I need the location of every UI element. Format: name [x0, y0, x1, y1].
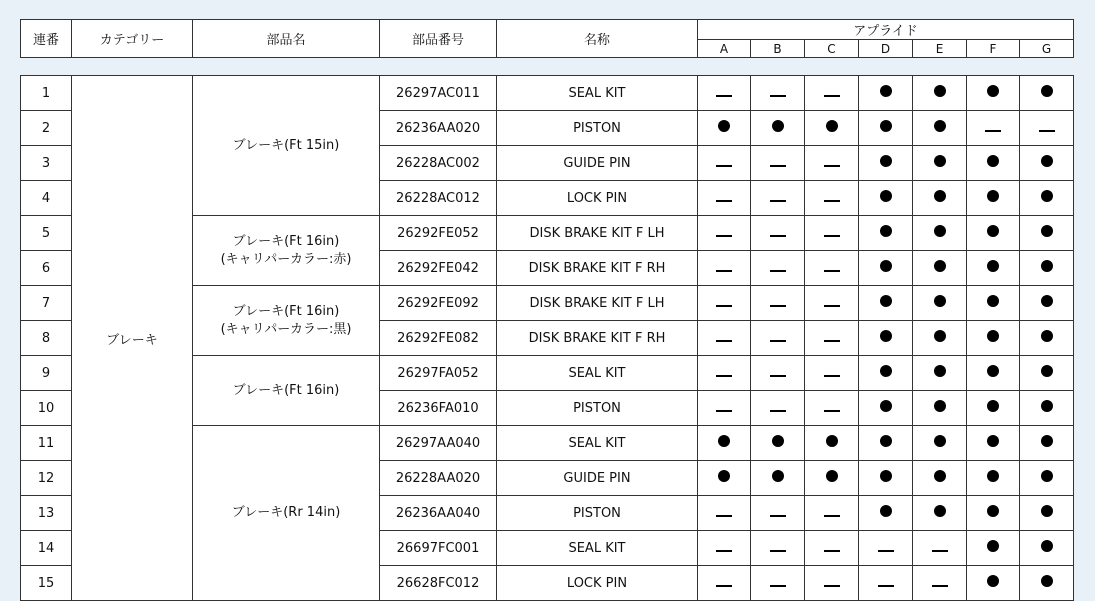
- not-applicable-dash-icon: [824, 410, 840, 412]
- row-number: 8: [21, 321, 72, 356]
- part-group-cell: [193, 426, 380, 601]
- not-applicable-dash-icon: [716, 340, 732, 342]
- not-applicable-dash-icon: [716, 515, 732, 517]
- part-name-cell: GUIDE PIN: [497, 461, 698, 496]
- part-group-label: (キャリパーカラー:黒): [220, 321, 352, 337]
- applicable-dot-icon: [934, 85, 946, 97]
- part-name-cell: GUIDE PIN: [497, 146, 698, 181]
- applicable-dot-icon: [880, 470, 892, 482]
- not-applicable-dash-icon: [716, 95, 732, 97]
- header-grade: G: [1020, 40, 1074, 58]
- applied-cell: [751, 181, 805, 216]
- not-applicable-dash-icon: [985, 130, 1001, 132]
- not-applicable-dash-icon: [770, 235, 786, 237]
- applied-cell: [1020, 391, 1074, 426]
- applied-cell: [805, 251, 859, 286]
- part-group-label: (キャリパーカラー:赤): [220, 251, 352, 267]
- applied-cell: [698, 321, 751, 356]
- applied-cell: [859, 461, 913, 496]
- applied-cell: [967, 111, 1020, 146]
- applied-cell: [967, 426, 1020, 461]
- applied-cell: [1020, 76, 1074, 111]
- applied-cell: [913, 286, 967, 321]
- part-name-cell: SEAL KIT: [497, 426, 698, 461]
- applicable-dot-icon: [934, 365, 946, 377]
- applied-cell: [913, 216, 967, 251]
- applicable-dot-icon: [880, 155, 892, 167]
- not-applicable-dash-icon: [770, 585, 786, 587]
- applicable-dot-icon: [826, 435, 838, 447]
- not-applicable-dash-icon: [824, 375, 840, 377]
- applied-cell: [751, 531, 805, 566]
- applied-cell: [805, 531, 859, 566]
- applied-cell: [751, 356, 805, 391]
- part-number-cell: 26292FE042: [380, 251, 497, 286]
- not-applicable-dash-icon: [878, 550, 894, 552]
- not-applicable-dash-icon: [770, 95, 786, 97]
- applicable-dot-icon: [934, 400, 946, 412]
- not-applicable-dash-icon: [824, 305, 840, 307]
- applied-cell: [805, 496, 859, 531]
- applied-cell: [967, 181, 1020, 216]
- applied-cell: [859, 496, 913, 531]
- applicable-dot-icon: [987, 190, 999, 202]
- applied-cell: [1020, 356, 1074, 391]
- applicable-dot-icon: [987, 575, 999, 587]
- part-number-cell: 26236FA010: [380, 391, 497, 426]
- header-grade: B: [751, 40, 805, 58]
- part-name-cell: DISK BRAKE KIT F RH: [497, 251, 698, 286]
- part-name-cell: LOCK PIN: [497, 181, 698, 216]
- not-applicable-dash-icon: [824, 200, 840, 202]
- applied-cell: [751, 426, 805, 461]
- applied-cell: [859, 426, 913, 461]
- applicable-dot-icon: [880, 365, 892, 377]
- not-applicable-dash-icon: [716, 270, 732, 272]
- applied-cell: [698, 111, 751, 146]
- applied-cell: [967, 321, 1020, 356]
- part-group-cell: [193, 356, 380, 426]
- applied-cell: [805, 321, 859, 356]
- not-applicable-dash-icon: [716, 200, 732, 202]
- part-group-label: ブレーキ(Ft 16in): [232, 382, 340, 398]
- applicable-dot-icon: [934, 470, 946, 482]
- applied-cell: [859, 216, 913, 251]
- applicable-dot-icon: [1041, 155, 1053, 167]
- applicable-dot-icon: [826, 470, 838, 482]
- applicable-dot-icon: [987, 330, 999, 342]
- applied-cell: [698, 251, 751, 286]
- part-number-cell: 26236AA020: [380, 111, 497, 146]
- applied-cell: [698, 181, 751, 216]
- applied-cell: [913, 461, 967, 496]
- header-part-number: 部品番号: [380, 20, 497, 58]
- not-applicable-dash-icon: [932, 585, 948, 587]
- applicable-dot-icon: [1041, 225, 1053, 237]
- applied-cell: [805, 286, 859, 321]
- applicable-dot-icon: [987, 435, 999, 447]
- header-category: カテゴリー: [72, 20, 193, 58]
- applied-cell: [1020, 181, 1074, 216]
- part-group-label: ブレーキ(Ft 15in): [232, 137, 340, 153]
- applied-cell: [967, 356, 1020, 391]
- applied-cell: [1020, 111, 1074, 146]
- row-number: 3: [21, 146, 72, 181]
- applicable-dot-icon: [987, 365, 999, 377]
- not-applicable-dash-icon: [716, 550, 732, 552]
- not-applicable-dash-icon: [824, 585, 840, 587]
- applicable-dot-icon: [934, 260, 946, 272]
- applied-cell: [967, 216, 1020, 251]
- part-name-cell: SEAL KIT: [497, 531, 698, 566]
- applicable-dot-icon: [1041, 85, 1053, 97]
- applicable-dot-icon: [987, 505, 999, 517]
- part-name-cell: PISTON: [497, 496, 698, 531]
- applicable-dot-icon: [880, 435, 892, 447]
- applied-cell: [913, 181, 967, 216]
- applicable-dot-icon: [1041, 400, 1053, 412]
- not-applicable-dash-icon: [716, 305, 732, 307]
- applied-cell: [805, 111, 859, 146]
- header-grade: E: [913, 40, 967, 58]
- applicable-dot-icon: [1041, 435, 1053, 447]
- applied-cell: [1020, 286, 1074, 321]
- applied-cell: [967, 146, 1020, 181]
- applied-cell: [967, 531, 1020, 566]
- part-number-cell: 26292FE082: [380, 321, 497, 356]
- applicable-dot-icon: [1041, 470, 1053, 482]
- applied-cell: [859, 356, 913, 391]
- part-name-cell: SEAL KIT: [497, 356, 698, 391]
- applied-cell: [698, 391, 751, 426]
- applied-cell: [698, 76, 751, 111]
- row-number: 6: [21, 251, 72, 286]
- table-body: [21, 76, 1074, 601]
- applied-cell: [913, 111, 967, 146]
- applied-cell: [1020, 251, 1074, 286]
- row-number: 4: [21, 181, 72, 216]
- applied-cell: [805, 391, 859, 426]
- not-applicable-dash-icon: [824, 235, 840, 237]
- applied-cell: [751, 461, 805, 496]
- row-number: 15: [21, 566, 72, 601]
- applied-cell: [1020, 146, 1074, 181]
- row-number: 12: [21, 461, 72, 496]
- applied-cell: [1020, 321, 1074, 356]
- applied-cell: [913, 76, 967, 111]
- not-applicable-dash-icon: [770, 375, 786, 377]
- applicable-dot-icon: [880, 330, 892, 342]
- part-number-cell: 26236AA040: [380, 496, 497, 531]
- part-number-cell: 26292FE092: [380, 286, 497, 321]
- row-number: 1: [21, 76, 72, 111]
- part-number-cell: 26297AC011: [380, 76, 497, 111]
- header-grade: A: [698, 40, 751, 58]
- applied-cell: [751, 286, 805, 321]
- part-number-cell: 26228AC012: [380, 181, 497, 216]
- applied-cell: [967, 461, 1020, 496]
- applied-cell: [805, 461, 859, 496]
- applicable-dot-icon: [718, 470, 730, 482]
- row-number: 5: [21, 216, 72, 251]
- not-applicable-dash-icon: [824, 340, 840, 342]
- applicable-dot-icon: [934, 295, 946, 307]
- applied-cell: [1020, 566, 1074, 601]
- applicable-dot-icon: [987, 400, 999, 412]
- applied-cell: [698, 461, 751, 496]
- header-renban: 連番: [21, 20, 72, 58]
- applied-cell: [698, 286, 751, 321]
- applied-cell: [967, 286, 1020, 321]
- applicable-dot-icon: [934, 190, 946, 202]
- applicable-dot-icon: [934, 120, 946, 132]
- not-applicable-dash-icon: [716, 410, 732, 412]
- applied-cell: [698, 426, 751, 461]
- not-applicable-dash-icon: [824, 270, 840, 272]
- applied-cell: [805, 566, 859, 601]
- not-applicable-dash-icon: [824, 165, 840, 167]
- part-number-cell: 26297FA052: [380, 356, 497, 391]
- header-grade: C: [805, 40, 859, 58]
- applicable-dot-icon: [987, 155, 999, 167]
- applied-cell: [805, 76, 859, 111]
- applied-cell: [859, 391, 913, 426]
- part-number-cell: 26228AC002: [380, 146, 497, 181]
- not-applicable-dash-icon: [824, 95, 840, 97]
- applicable-dot-icon: [772, 470, 784, 482]
- applied-cell: [913, 531, 967, 566]
- applicable-dot-icon: [987, 225, 999, 237]
- part-number-cell: 26292FE052: [380, 216, 497, 251]
- row-number: 13: [21, 496, 72, 531]
- applicable-dot-icon: [1041, 575, 1053, 587]
- not-applicable-dash-icon: [716, 165, 732, 167]
- applicable-dot-icon: [934, 505, 946, 517]
- applicable-dot-icon: [987, 85, 999, 97]
- part-group-cell: [193, 286, 380, 356]
- applied-cell: [805, 146, 859, 181]
- applicable-dot-icon: [987, 260, 999, 272]
- not-applicable-dash-icon: [824, 515, 840, 517]
- part-name-cell: DISK BRAKE KIT F RH: [497, 321, 698, 356]
- part-name-cell: SEAL KIT: [497, 76, 698, 111]
- part-number-cell: 26628FC012: [380, 566, 497, 601]
- table-row: [21, 76, 1074, 111]
- applied-cell: [805, 356, 859, 391]
- applicable-dot-icon: [880, 190, 892, 202]
- part-name-cell: DISK BRAKE KIT F LH: [497, 286, 698, 321]
- applicable-dot-icon: [880, 505, 892, 517]
- applied-cell: [698, 356, 751, 391]
- applied-cell: [913, 251, 967, 286]
- applied-cell: [967, 566, 1020, 601]
- table-header: [20, 19, 1074, 58]
- applied-cell: [1020, 461, 1074, 496]
- part-group-cell: [193, 76, 380, 216]
- applied-cell: [859, 181, 913, 216]
- not-applicable-dash-icon: [716, 235, 732, 237]
- not-applicable-dash-icon: [932, 550, 948, 552]
- applicable-dot-icon: [1041, 190, 1053, 202]
- not-applicable-dash-icon: [1039, 130, 1055, 132]
- row-number: 7: [21, 286, 72, 321]
- not-applicable-dash-icon: [878, 585, 894, 587]
- applied-cell: [751, 76, 805, 111]
- part-number-cell: 26228AA020: [380, 461, 497, 496]
- applicable-dot-icon: [987, 540, 999, 552]
- applied-cell: [859, 251, 913, 286]
- part-name-cell: PISTON: [497, 111, 698, 146]
- applied-cell: [751, 146, 805, 181]
- header-name: 名称: [497, 20, 698, 58]
- applied-cell: [751, 321, 805, 356]
- not-applicable-dash-icon: [770, 270, 786, 272]
- row-number: 10: [21, 391, 72, 426]
- applied-cell: [859, 531, 913, 566]
- applicable-dot-icon: [934, 330, 946, 342]
- header-grade: D: [859, 40, 913, 58]
- applicable-dot-icon: [1041, 295, 1053, 307]
- applied-cell: [751, 391, 805, 426]
- applicable-dot-icon: [772, 120, 784, 132]
- row-number: 14: [21, 531, 72, 566]
- applied-cell: [859, 146, 913, 181]
- parts-table: [20, 75, 1074, 601]
- applied-cell: [913, 146, 967, 181]
- applied-cell: [1020, 531, 1074, 566]
- part-name-cell: LOCK PIN: [497, 566, 698, 601]
- applicable-dot-icon: [987, 470, 999, 482]
- not-applicable-dash-icon: [770, 305, 786, 307]
- applied-cell: [859, 111, 913, 146]
- applied-cell: [967, 251, 1020, 286]
- applied-cell: [967, 391, 1020, 426]
- header-applied: アプライド: [698, 20, 1074, 40]
- applicable-dot-icon: [880, 260, 892, 272]
- applied-cell: [913, 496, 967, 531]
- applied-cell: [751, 566, 805, 601]
- not-applicable-dash-icon: [716, 585, 732, 587]
- applied-cell: [698, 216, 751, 251]
- not-applicable-dash-icon: [770, 165, 786, 167]
- not-applicable-dash-icon: [770, 515, 786, 517]
- row-number: 11: [21, 426, 72, 461]
- applied-cell: [913, 426, 967, 461]
- row-number: 2: [21, 111, 72, 146]
- applied-cell: [751, 216, 805, 251]
- not-applicable-dash-icon: [770, 200, 786, 202]
- applicable-dot-icon: [1041, 540, 1053, 552]
- part-group-label: ブレーキ(Ft 16in): [232, 233, 340, 249]
- applicable-dot-icon: [880, 120, 892, 132]
- not-applicable-dash-icon: [824, 550, 840, 552]
- applied-cell: [805, 426, 859, 461]
- applied-cell: [859, 321, 913, 356]
- not-applicable-dash-icon: [716, 375, 732, 377]
- applicable-dot-icon: [880, 400, 892, 412]
- applicable-dot-icon: [880, 85, 892, 97]
- not-applicable-dash-icon: [770, 410, 786, 412]
- applied-cell: [751, 251, 805, 286]
- applied-cell: [967, 76, 1020, 111]
- applicable-dot-icon: [1041, 505, 1053, 517]
- applied-cell: [859, 566, 913, 601]
- applicable-dot-icon: [1041, 260, 1053, 272]
- applied-cell: [859, 76, 913, 111]
- applied-cell: [1020, 216, 1074, 251]
- category-cell: ブレーキ: [72, 76, 193, 601]
- header-part-group: 部品名: [193, 20, 380, 58]
- applied-cell: [698, 496, 751, 531]
- applied-cell: [698, 146, 751, 181]
- applied-cell: [913, 391, 967, 426]
- not-applicable-dash-icon: [770, 340, 786, 342]
- part-group-cell: [193, 216, 380, 286]
- applied-cell: [859, 286, 913, 321]
- applicable-dot-icon: [1041, 330, 1053, 342]
- part-name-cell: DISK BRAKE KIT F LH: [497, 216, 698, 251]
- applied-cell: [1020, 426, 1074, 461]
- not-applicable-dash-icon: [770, 550, 786, 552]
- applicable-dot-icon: [934, 155, 946, 167]
- part-name-cell: PISTON: [497, 391, 698, 426]
- applicable-dot-icon: [934, 225, 946, 237]
- part-group-label: ブレーキ(Rr 14in): [231, 505, 341, 520]
- applicable-dot-icon: [880, 295, 892, 307]
- applied-cell: [805, 216, 859, 251]
- applicable-dot-icon: [826, 120, 838, 132]
- part-number-cell: 26297AA040: [380, 426, 497, 461]
- applied-cell: [967, 496, 1020, 531]
- part-group-label: ブレーキ(Ft 16in): [232, 303, 340, 319]
- header-grade: F: [967, 40, 1020, 58]
- applicable-dot-icon: [718, 120, 730, 132]
- applicable-dot-icon: [880, 225, 892, 237]
- applicable-dot-icon: [772, 435, 784, 447]
- applied-cell: [913, 321, 967, 356]
- applied-cell: [751, 496, 805, 531]
- applied-cell: [751, 111, 805, 146]
- applied-cell: [805, 181, 859, 216]
- applied-cell: [698, 566, 751, 601]
- applicable-dot-icon: [934, 435, 946, 447]
- applicable-dot-icon: [1041, 365, 1053, 377]
- row-number: 9: [21, 356, 72, 391]
- applied-cell: [913, 566, 967, 601]
- applied-cell: [913, 356, 967, 391]
- applicable-dot-icon: [718, 435, 730, 447]
- part-number-cell: 26697FC001: [380, 531, 497, 566]
- applied-cell: [1020, 496, 1074, 531]
- applied-cell: [698, 531, 751, 566]
- applicable-dot-icon: [987, 295, 999, 307]
